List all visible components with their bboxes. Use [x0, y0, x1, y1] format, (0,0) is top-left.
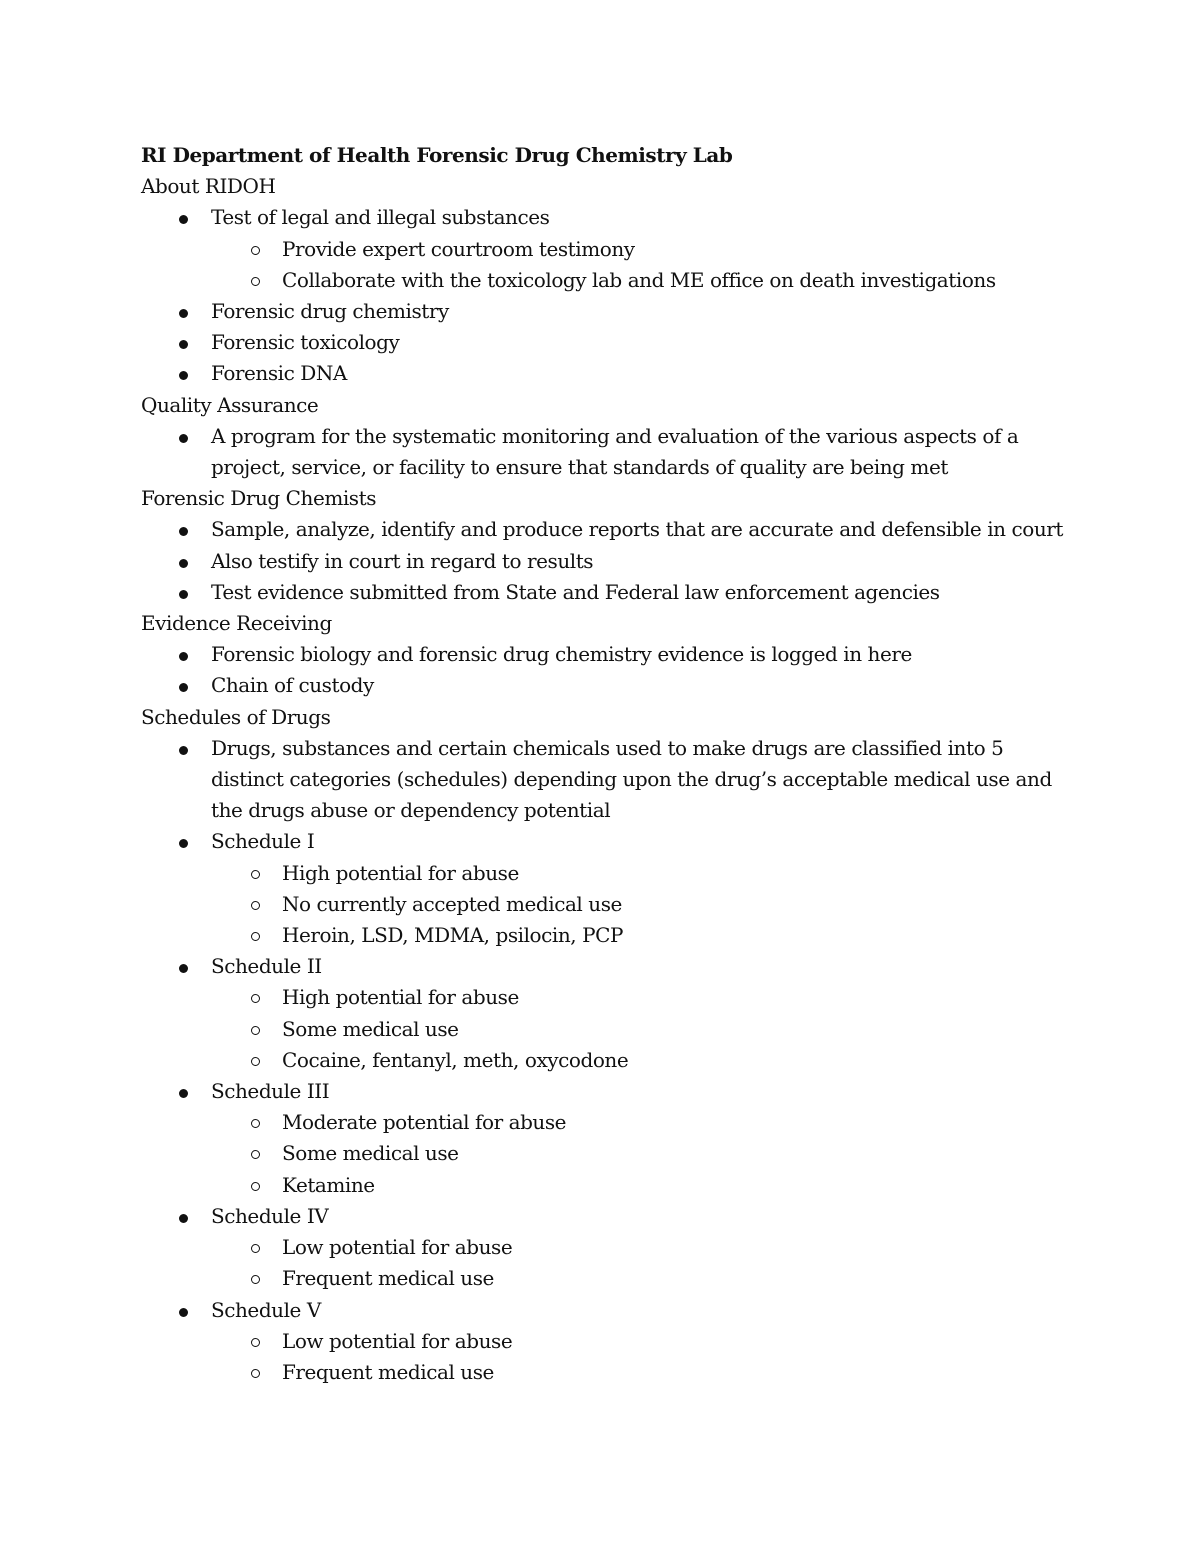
filled-bullet-icon — [179, 371, 188, 380]
list-item — [141, 639, 1071, 670]
sub-list-item-text: Some medical use — [282, 1016, 459, 1041]
list-item-text: Forensic drug chemistry — [211, 299, 449, 323]
sub-list-item-text: Ketamine — [282, 1172, 375, 1197]
list-item-text: Forensic biology and forensic drug chemistry evidence is logged in here — [211, 642, 912, 667]
sub-list-item — [211, 920, 1141, 951]
list-item-text: Forensic toxicology — [211, 330, 400, 355]
sub-list-item — [211, 1326, 1141, 1357]
sub-list-item — [211, 234, 1141, 265]
list-item-text: Test of legal and illegal substances — [211, 205, 550, 230]
list-item-text: A program for the systematic monitoring and evaluation of the various aspects of a project, service, or facility to ensure that standards of quality are being met — [211, 423, 1019, 480]
hollow-bullet-icon — [251, 994, 260, 1003]
list-item-text: Also testify in court in regard to results — [211, 548, 594, 573]
sub-bullet-list — [211, 234, 1071, 296]
hollow-bullet-icon — [251, 1338, 260, 1347]
list-item-text: Drugs, substances and certain chemicals used to make drugs are classified into 5 distinct categories (schedules) depending upon the drug’s acceptable medical use and the drugs abuse or dependency potential — [211, 735, 1052, 823]
list-item-text: Schedule II — [211, 954, 322, 979]
list-item — [141, 1295, 1071, 1389]
hollow-bullet-icon — [251, 1026, 260, 1035]
hollow-bullet-icon — [251, 901, 260, 910]
hollow-bullet-icon — [251, 870, 260, 879]
bullet-list — [141, 639, 1071, 701]
sub-list-item-text: Collaborate with the toxicology lab and ME office on death investigations — [282, 267, 996, 292]
sub-list-item — [211, 1263, 1141, 1294]
list-item-text: Schedule IV — [211, 1203, 329, 1228]
document-body — [141, 171, 1071, 1388]
filled-bullet-icon — [179, 652, 188, 661]
filled-bullet-icon — [179, 215, 188, 224]
hollow-bullet-icon — [251, 1275, 260, 1284]
sub-list-item — [211, 1107, 1141, 1138]
section-heading: Forensic Drug Chemists — [141, 486, 377, 511]
filled-bullet-icon — [179, 527, 188, 536]
sub-list-item — [211, 1170, 1141, 1201]
sub-bullet-list — [211, 1326, 1071, 1388]
filled-bullet-icon — [179, 964, 188, 973]
section-heading: Evidence Receiving — [141, 611, 332, 636]
hollow-bullet-icon — [251, 1057, 260, 1066]
filled-bullet-icon — [179, 839, 188, 848]
list-item — [141, 202, 1071, 296]
filled-bullet-icon — [179, 340, 188, 349]
sub-list-item-text: Frequent medical use — [282, 1266, 494, 1291]
list-item — [141, 546, 1071, 577]
sub-list-item — [211, 1357, 1141, 1388]
sub-list-item — [211, 1232, 1141, 1263]
sub-list-item — [211, 1045, 1141, 1076]
sub-list-item-text: Low potential for abuse — [282, 1328, 513, 1353]
hollow-bullet-icon — [251, 1244, 260, 1253]
sub-list-item-text: High potential for abuse — [282, 985, 519, 1010]
sub-bullet-list — [211, 1232, 1071, 1294]
list-item — [141, 1201, 1071, 1295]
sub-list-item — [211, 265, 1141, 296]
hollow-bullet-icon — [251, 1119, 260, 1128]
sub-list-item-text: Heroin, LSD, MDMA, psilocin, PCP — [282, 923, 623, 948]
list-item-text: Schedule I — [211, 829, 315, 854]
list-item — [141, 577, 1071, 608]
sub-list-item — [211, 1014, 1141, 1045]
document-title: RI Department of Health Forensic Drug Chemistry Lab — [141, 143, 733, 167]
sub-list-item-text: Provide expert courtroom testimony — [282, 236, 635, 261]
list-item-text: Sample, analyze, identify and produce reports that are accurate and defensible in court — [211, 517, 1063, 542]
section-heading: About RIDOH — [141, 174, 276, 199]
list-item — [141, 1076, 1071, 1201]
hollow-bullet-icon — [251, 1182, 260, 1191]
hollow-bullet-icon — [251, 1150, 260, 1159]
sub-list-item-text: Frequent medical use — [282, 1359, 494, 1384]
list-item — [141, 358, 1071, 389]
sub-list-item-text: No currently accepted medical use — [282, 891, 622, 916]
filled-bullet-icon — [179, 590, 188, 599]
sub-list-item-text: Cocaine, fentanyl, meth, oxycodone — [282, 1047, 629, 1072]
list-item — [141, 826, 1071, 951]
sub-list-item — [211, 858, 1141, 889]
sub-list-item-text: High potential for abuse — [282, 860, 519, 885]
bullet-list — [141, 421, 1071, 483]
list-item — [141, 421, 1071, 483]
hollow-bullet-icon — [251, 246, 260, 255]
hollow-bullet-icon — [251, 1369, 260, 1378]
sub-list-item-text: Low potential for abuse — [282, 1235, 513, 1260]
bullet-list — [141, 202, 1071, 389]
list-item — [141, 514, 1071, 545]
list-item — [141, 733, 1071, 827]
list-item — [141, 327, 1071, 358]
list-item — [141, 951, 1071, 1076]
filled-bullet-icon — [179, 746, 188, 755]
hollow-bullet-icon — [251, 932, 260, 941]
filled-bullet-icon — [179, 309, 188, 318]
list-item-text: Forensic DNA — [211, 361, 347, 386]
sub-list-item — [211, 982, 1141, 1013]
filled-bullet-icon — [179, 683, 188, 692]
list-item — [141, 670, 1071, 701]
bullet-list — [141, 514, 1071, 608]
sub-list-item — [211, 889, 1141, 920]
section-heading: Quality Assurance — [141, 392, 319, 417]
filled-bullet-icon — [179, 1089, 188, 1098]
sub-bullet-list — [211, 858, 1071, 952]
filled-bullet-icon — [179, 434, 188, 443]
filled-bullet-icon — [179, 1214, 188, 1223]
sub-list-item — [211, 1138, 1141, 1169]
list-item-text: Schedule III — [211, 1079, 330, 1104]
hollow-bullet-icon — [251, 277, 260, 286]
filled-bullet-icon — [179, 1308, 188, 1317]
list-item-text: Schedule V — [211, 1297, 321, 1322]
sub-list-item-text: Moderate potential for abuse — [282, 1110, 567, 1135]
list-item-text: Chain of custody — [211, 673, 374, 698]
sub-bullet-list — [211, 982, 1071, 1076]
sub-bullet-list — [211, 1107, 1071, 1201]
filled-bullet-icon — [179, 559, 188, 568]
document-page — [141, 140, 1071, 1388]
section-heading: Schedules of Drugs — [141, 704, 331, 729]
list-item — [141, 296, 1071, 327]
bullet-list — [141, 733, 1071, 1388]
list-item-text: Test evidence submitted from State and Federal law enforcement agencies — [211, 579, 940, 604]
sub-list-item-text: Some medical use — [282, 1141, 459, 1166]
